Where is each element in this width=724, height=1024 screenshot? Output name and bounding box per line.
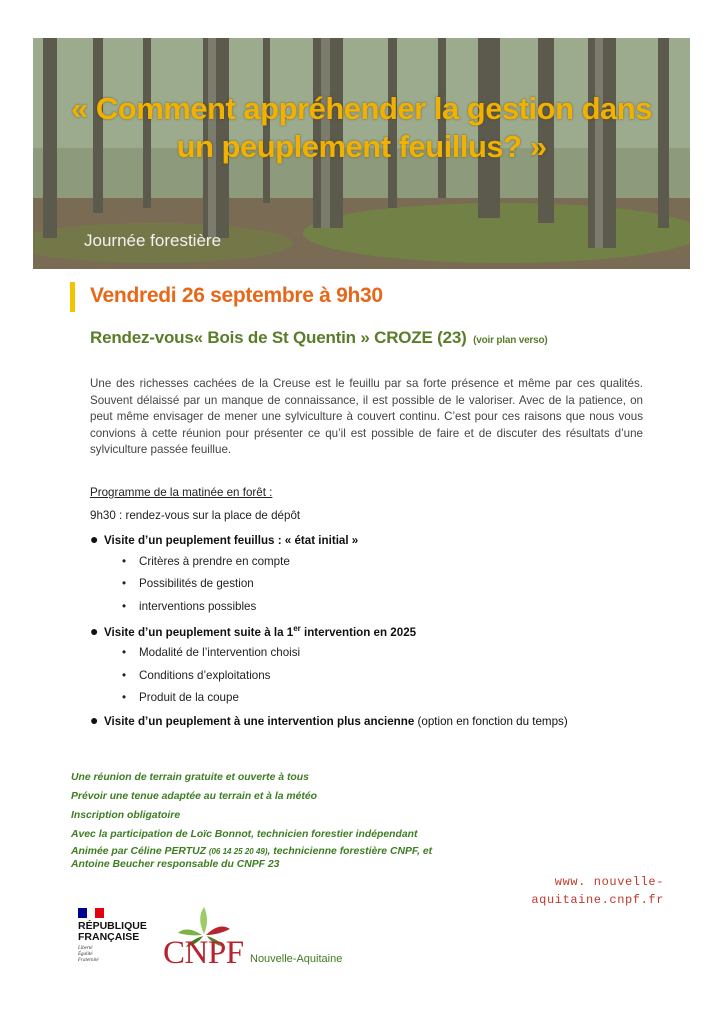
section-3-title: Visite d’un peuplement à une intervention plus ancienne	[104, 715, 415, 728]
note-line: Avec la participation de Loïc Bonnot, technicien forestier indépendant	[71, 828, 418, 840]
programme-start: 9h30 : rendez-vous sur la place de dépôt	[90, 509, 301, 522]
sub-bullet-icon: •	[122, 577, 127, 590]
rf-line2: FRANÇAISE	[78, 931, 140, 943]
list-item	[122, 669, 270, 682]
footer-notes	[71, 769, 432, 871]
section-2	[90, 623, 416, 639]
hero-title-line2: un peuplement feuillus? »	[176, 129, 547, 164]
list-item-text: Modalité de l’intervention choisi	[139, 646, 301, 659]
section-2-sup: er	[293, 624, 301, 634]
event-venue	[90, 328, 548, 348]
event-date: Vendredi 26 septembre à 9h30	[90, 284, 383, 307]
programme-title: Programme de la matinée en forêt :	[90, 486, 273, 499]
sub-bullet-icon: •	[122, 669, 127, 682]
rf-name	[78, 921, 147, 943]
cnpf-region: Nouvelle-Aquitaine	[250, 953, 343, 965]
section-2-title-end: intervention en 2025	[300, 626, 417, 639]
accent-bar	[70, 282, 75, 312]
note-line: Antoine Beucher responsable du CNPF 23	[71, 858, 280, 870]
website-line1: www. nouvelle-	[554, 875, 664, 889]
note-line	[71, 845, 432, 858]
bullet-icon: ●	[90, 623, 99, 639]
note-animator-end: , technicienne forestière CNPF, et	[267, 845, 433, 857]
rf-motto	[78, 946, 147, 964]
list-item-text: Conditions d’exploitations	[139, 669, 271, 682]
list-item-text: Critères à prendre en compte	[139, 555, 290, 568]
french-flag-icon	[78, 908, 104, 918]
note-phone[interactable]: (06 14 25 20 49)	[208, 846, 268, 856]
hero-title-line1: « Comment appréhender la gestion dans	[71, 91, 652, 126]
list-item	[122, 600, 256, 613]
bullet-icon: ●	[90, 531, 99, 547]
section-3-note: (option en fonction du temps)	[414, 715, 568, 728]
list-item-text: Possibilités de gestion	[139, 577, 254, 590]
website-link[interactable]	[520, 873, 664, 909]
hero-banner	[33, 38, 690, 269]
hero-subtitle: Journée forestière	[84, 231, 222, 250]
venue-note: (voir plan verso)	[473, 335, 548, 346]
list-item	[122, 577, 254, 590]
website-line2: aquitaine.cnpf.fr	[531, 893, 664, 907]
note-line: Inscription obligatoire	[71, 809, 181, 821]
section-1	[90, 531, 358, 547]
hero-title	[33, 90, 690, 166]
republique-francaise-logo	[78, 908, 147, 964]
section-2-title: Visite d’un peuplement suite à la 1	[104, 626, 294, 639]
venue-text: Rendez-vous« Bois de St Quentin » CROZE (23)	[90, 328, 467, 347]
rf-motto-line: Égalité	[78, 952, 93, 957]
rf-line1: RÉPUBLIQUE	[78, 920, 147, 932]
section-1-title: Visite d’un peuplement feuillus : « état initial »	[104, 534, 359, 547]
list-item-text: Produit de la coupe	[139, 691, 239, 704]
note-line: Une réunion de terrain gratuite et ouverte à tous	[71, 772, 309, 783]
note-animator: Animée par Céline PERTUZ	[71, 845, 209, 857]
rf-motto-line: Liberté	[78, 946, 93, 951]
sub-bullet-icon: •	[122, 555, 127, 568]
rf-motto-line: Fraternité	[78, 958, 99, 963]
note-line: Prévoir une tenue adaptée au terrain et à la météo	[71, 790, 317, 802]
sub-bullet-icon: •	[122, 691, 127, 704]
list-item	[122, 691, 239, 704]
cnpf-logo-text: CNPF	[163, 935, 244, 971]
list-item-text: interventions possibles	[139, 600, 257, 613]
bullet-icon: ●	[90, 712, 99, 728]
sub-bullet-icon: •	[122, 600, 127, 613]
list-item	[122, 646, 300, 659]
list-item	[122, 555, 290, 568]
section-3	[90, 712, 568, 728]
sub-bullet-icon: •	[122, 646, 127, 659]
intro-paragraph: Une des richesses cachées de la Creuse est le feuillu par sa forte présence et même par ces qualités. Souvent délaissé par un manque de connaissance, il est possible de le valoriser. Avec de la patience, on peut même envisager de mener une sylviculture à couvert continu. C’est pour ces raisons que nous vous convions à cette réunion pour présenter ce qu’il est possible de faire et de discuter des résultats d’une sylviculture passée feuillue.	[90, 377, 643, 457]
